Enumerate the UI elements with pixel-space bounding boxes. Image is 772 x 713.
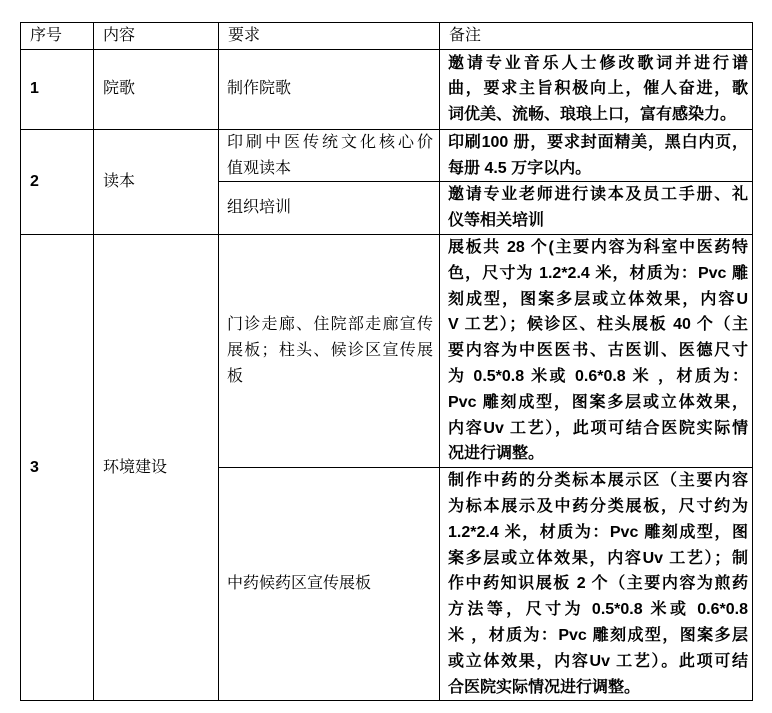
remark-line: 为标本展示及中药分类展板，尺寸约为	[448, 497, 748, 515]
remark-line: 况进行调整。	[448, 445, 545, 463]
remark-line: 作中药知识展板 2 个（主要内容为煎药	[448, 575, 748, 593]
remark-cell	[440, 129, 753, 182]
remark-line: 方法等，尺寸为 0.5*0.8 米或 0.6*0.8	[448, 601, 748, 619]
remark-line: 刻成型，图案多层或立体效果，内容U	[448, 290, 748, 308]
remark-line: 词优美、流畅、琅琅上口，富有感染力。	[448, 106, 737, 124]
header-requirement: 要求	[219, 23, 440, 50]
requirements-table	[20, 22, 753, 701]
header-remark: 备注	[440, 23, 753, 50]
remark-line: 展板共 28 个(主要内容为科室中医药特	[448, 238, 748, 256]
requirement-cell	[219, 49, 440, 129]
requirement-cell	[219, 234, 440, 467]
remark-line: 内容Uv 工艺），此项可结合医院实际情	[448, 419, 748, 437]
remark-line: 要内容为中医医书、古医训、医德尺寸	[448, 342, 748, 360]
remark-line: Pvc 雕刻成型，图案多层或立体效果，	[448, 393, 748, 411]
header-content: 内容	[94, 23, 219, 50]
table-row	[21, 49, 753, 129]
requirement-line: 中药候药区宣传展板	[227, 575, 372, 593]
content-label: 读本	[94, 129, 219, 234]
remark-line: 仪等相关培训	[448, 212, 545, 230]
remark-line: 印刷100 册，要求封面精美，黑白内页，	[448, 133, 748, 151]
remark-line: 或立体效果，内容Uv 工艺）。此项可结	[448, 652, 748, 670]
requirement-cell	[219, 468, 440, 701]
remark-line: 合医院实际情况进行调整。	[448, 678, 641, 696]
header-row	[21, 23, 753, 50]
remark-line: 制作中药的分类标本展示区（主要内容	[448, 472, 748, 490]
remark-line: V 工艺）；候诊区、柱头展板 40 个（主	[448, 316, 748, 334]
header-no: 序号	[21, 23, 94, 50]
content-label: 院歌	[94, 49, 219, 129]
requirement-line: 值观读本	[227, 159, 292, 177]
requirement-line: 制作院歌	[227, 80, 292, 98]
requirement-line: 印刷中医传统文化核心价	[227, 133, 433, 151]
requirement-line: 门诊走廊、住院部走廊宣传	[227, 316, 433, 334]
row-number: 2	[21, 129, 94, 234]
remark-line: 米 ，材质为：Pvc 雕刻成型，图案多层	[448, 626, 748, 644]
requirement-cell	[219, 129, 440, 182]
table-row	[21, 129, 753, 182]
content-label: 环境建设	[94, 234, 219, 700]
remark-line: 色，尺寸为 1.2*2.4 米，材质为：Pvc 雕	[448, 264, 748, 282]
remark-line: 每册 4.5 万字以内。	[448, 159, 592, 177]
remark-line: 邀请专业老师进行读本及员工手册、礼	[448, 186, 748, 204]
remark-line: 案多层或立体效果，内容Uv 工艺）；制	[448, 549, 748, 567]
remark-line: 1.2*2.4 米，材质为：Pvc 雕刻成型，图	[448, 523, 748, 541]
remark-line: 邀请专业音乐人士修改歌词并进行谱	[448, 54, 748, 72]
requirement-line: 板	[227, 367, 244, 385]
row-number: 1	[21, 49, 94, 129]
requirement-cell	[219, 182, 440, 235]
row-number: 3	[21, 234, 94, 700]
requirement-line: 展板；柱头、候诊区宣传展	[227, 342, 433, 360]
remark-cell	[440, 182, 753, 235]
requirement-line: 组织培训	[227, 199, 292, 217]
remark-line: 曲，要求主旨积极向上，催人奋进，歌	[448, 80, 748, 98]
table-row	[21, 234, 753, 467]
remark-cell	[440, 234, 753, 467]
remark-line: 为 0.5*0.8 米或 0.6*0.8 米 ，材质为：	[448, 367, 748, 385]
remark-cell	[440, 468, 753, 701]
remark-cell	[440, 49, 753, 129]
